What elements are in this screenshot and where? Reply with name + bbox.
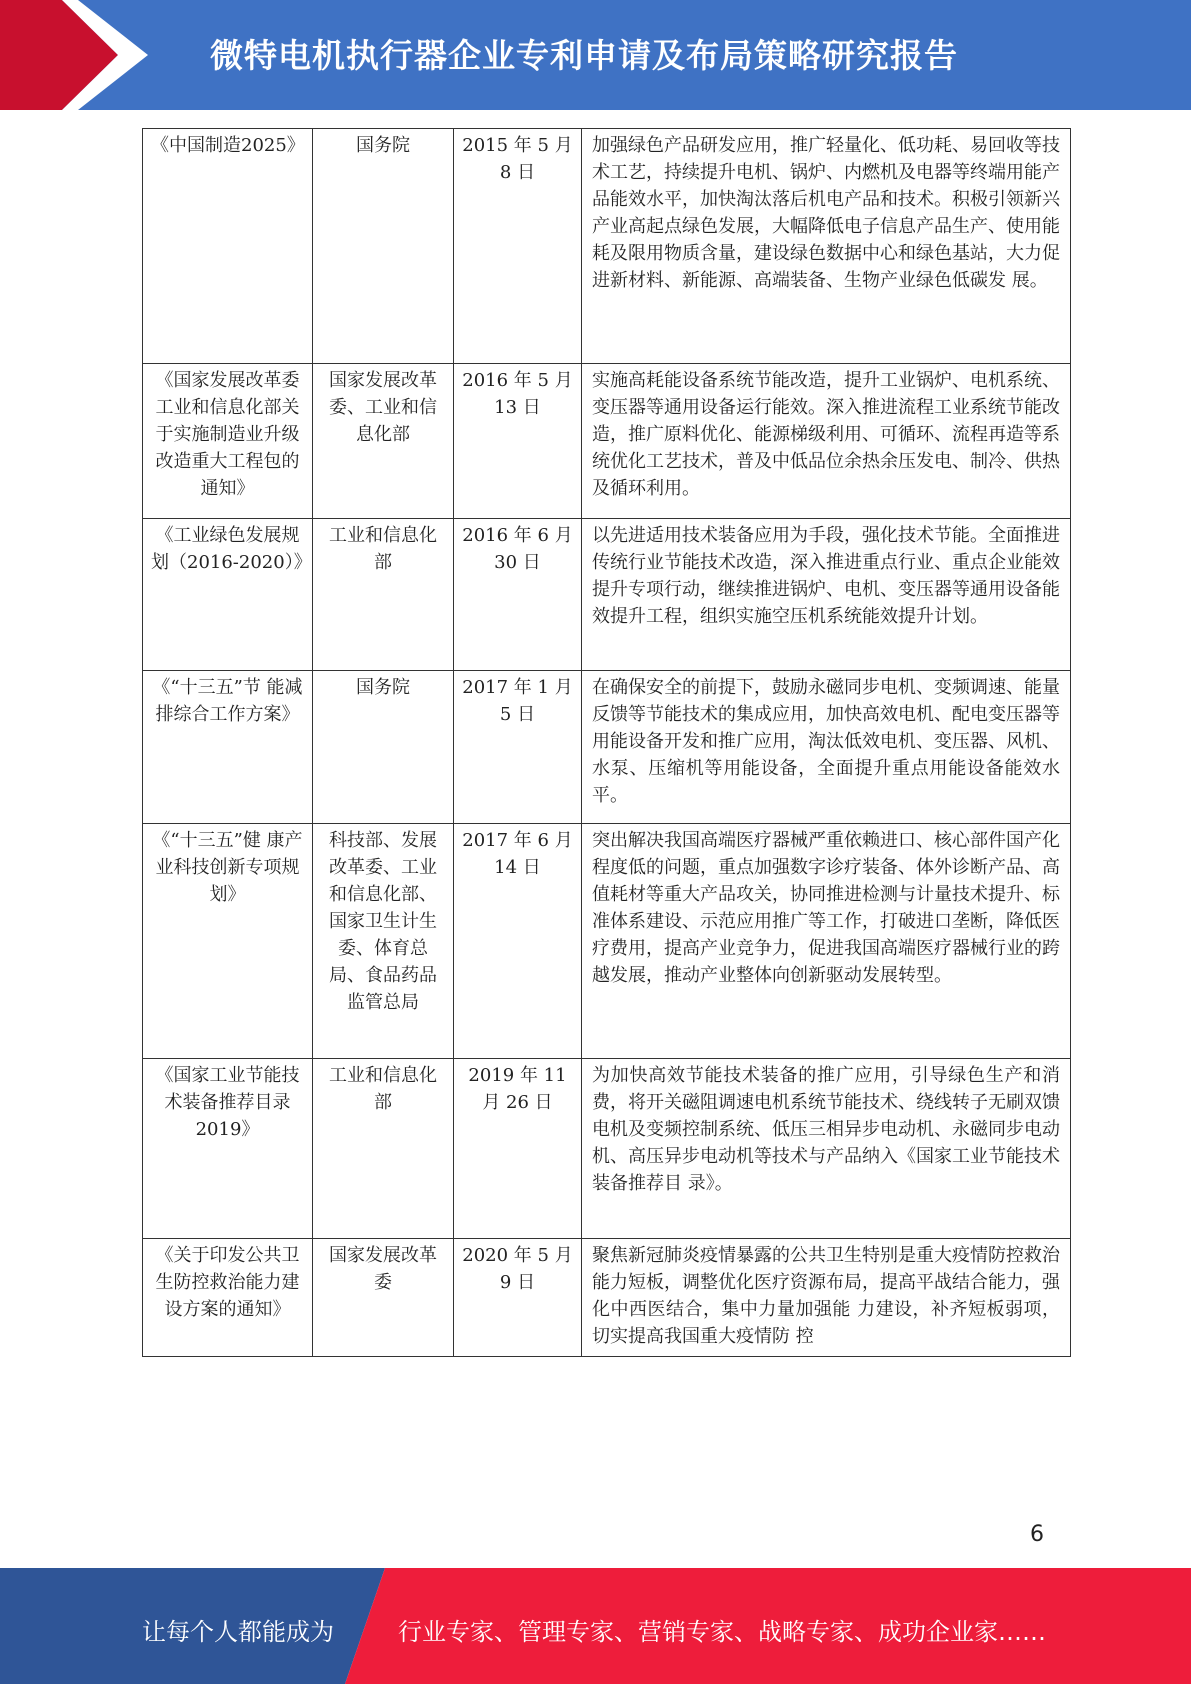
content-cell: 在确保安全的前提下，鼓励永磁同步电机、变频调速、能量反馈等节能技术的集成应用，加快高效电机、配电变压器等用能设备开发和推广应用，淘汰低效电机、变压器、风机、水泵、压缩机等用能设备，全面提升重点用能设备能效水平。 (582, 671, 1071, 824)
date-cell: 2017 年 6 月 14 日 (454, 824, 582, 1059)
date-cell: 2017 年 1 月 5 日 (454, 671, 582, 824)
issuer-cell: 科技部、发展改革委、工业和信息化部、国家卫生计生委、体育总局、食品药品监管总局 (313, 824, 454, 1059)
table-row (143, 364, 1071, 519)
footer-band (0, 1568, 1191, 1684)
date-cell: 2016 年 6 月 30 日 (454, 519, 582, 671)
content-cell: 聚焦新冠肺炎疫情暴露的公共卫生特别是重大疫情防控救治能力短板，调整优化医疗资源布局，提高平战结合能力，强化中西医结合，集中力量加强能 力建设，补齐短板弱项，切实提高我国重大疫情防 控 (582, 1239, 1071, 1357)
issuer-cell: 国务院 (313, 129, 454, 364)
content-cell: 实施高耗能设备系统节能改造，提升工业锅炉、电机系统、变压器等通用设备运行能效。深入推进流程工业系统节能改造，推广原料优化、能源梯级利用、可循环、流程再造等系统优化工艺技术，普及中低品位余热余压发电、制冷、供热及循环利用。 (582, 364, 1071, 519)
policy-name-cell: 《国家工业节能技术装备推荐目录 2019》 (143, 1059, 313, 1239)
table-row (143, 519, 1071, 671)
policy-table (142, 128, 1071, 1357)
content-cell: 以先进适用技术装备应用为手段，强化技术节能。全面推进传统行业节能技术改造，深入推进重点行业、重点企业能效提升专项行动，继续推进锅炉、电机、变压器等通用设备能效提升工程，组织实施空压机系统能效提升计划。 (582, 519, 1071, 671)
footer-slogan-left: 让每个人都能成为 (142, 1618, 334, 1646)
table-row (143, 1059, 1071, 1239)
date-cell: 2015 年 5 月 8 日 (454, 129, 582, 364)
issuer-cell: 国家发展改革委、工业和信息化部 (313, 364, 454, 519)
date-cell: 2016 年 5 月 13 日 (454, 364, 582, 519)
content-cell: 为加快高效节能技术装备的推广应用，引导绿色生产和消费，将开关磁阻调速电机系统节能技术、绕线转子无刷双馈电机及变频控制系统、低压三相异步电动机、永磁同步电动机、高压异步电动机等技术与产品纳入《国家工业节能技术装备推荐目 录》。 (582, 1059, 1071, 1239)
policy-table-container (142, 128, 1070, 1357)
policy-name-cell: 《“十三五”节 能减排综合工作方案》 (143, 671, 313, 824)
policy-name-cell: 《工业绿色发展规划（2016-2020）》 (143, 519, 313, 671)
policy-name-cell: 《中国制造2025》 (143, 129, 313, 364)
red-chevron-shape (0, 0, 150, 110)
header-band (0, 0, 1191, 110)
policy-name-cell: 《国家发展改革委工业和信息化部关于实施制造业升级改造重大工程包的通知》 (143, 364, 313, 519)
content-cell: 加强绿色产品研发应用，推广轻量化、低功耗、易回收等技术工艺，持续提升电机、锅炉、内燃机及电器等终端用能产品能效水平，加快淘汰落后机电产品和技术。积极引领新兴产业高起点绿色发展，大幅降低电子信息产品生产、使用能耗及限用物质含量，建设绿色数据中心和绿色基站，大力促进新材料、新能源、高端装备、生物产业绿色低碳发 展。 (582, 129, 1071, 364)
report-title: 微特电机执行器企业专利申请及布局策略研究报告 (210, 36, 958, 75)
policy-name-cell: 《“十三五”健 康产业科技创新专项规划》 (143, 824, 313, 1059)
policy-name-cell: 《关于印发公共卫生防控救治能力建设方案的通知》 (143, 1239, 313, 1357)
issuer-cell: 工业和信息化部 (313, 519, 454, 671)
issuer-cell: 国务院 (313, 671, 454, 824)
footer-slogan-right: 行业专家、管理专家、营销专家、战略专家、成功企业家…… (398, 1618, 1046, 1646)
issuer-cell: 工业和信息化部 (313, 1059, 454, 1239)
table-row (143, 129, 1071, 364)
issuer-cell: 国家发展改革委 (313, 1239, 454, 1357)
date-cell: 2019 年 11 月 26 日 (454, 1059, 582, 1239)
table-row (143, 671, 1071, 824)
table-row (143, 824, 1071, 1059)
date-cell: 2020 年 5 月 9 日 (454, 1239, 582, 1357)
content-cell: 突出解决我国高端医疗器械严重依赖进口、核心部件国产化程度低的问题，重点加强数字诊疗装备、体外诊断产品、高值耗材等重大产品攻关，协同推进检测与计量技术提升、标准体系建设、示范应用推广等工作，打破进口垄断，降低医疗费用，提高产业竞争力，促进我国高端医疗器械行业的跨越发展，推动产业整体向创新驱动发展转型。 (582, 824, 1071, 1059)
page-number: 6 (1030, 1522, 1044, 1547)
table-row (143, 1239, 1071, 1357)
